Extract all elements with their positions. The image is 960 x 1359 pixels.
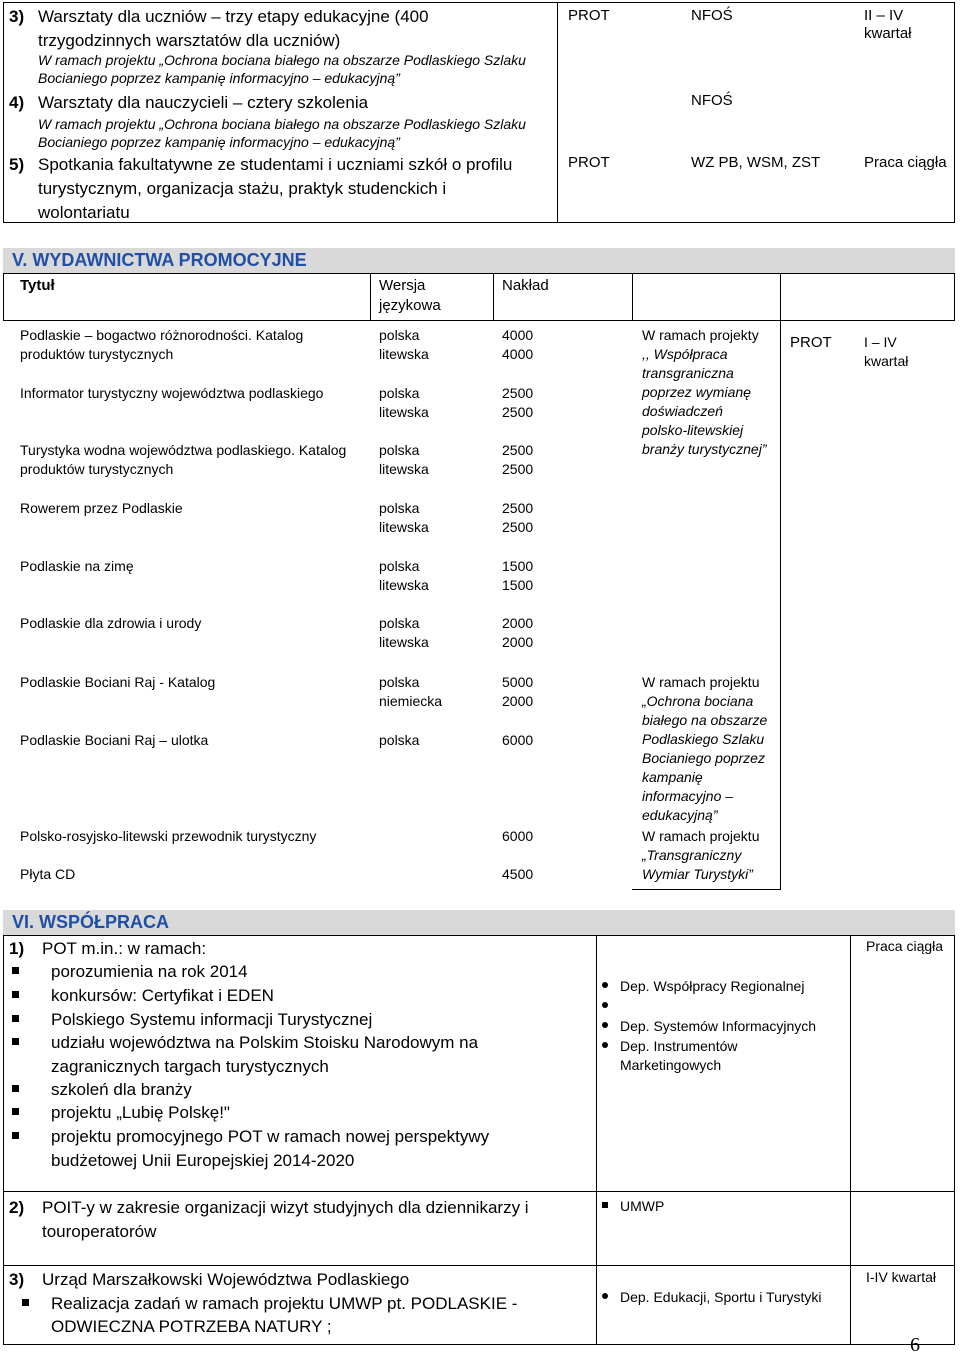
- bullet-icon: [12, 1038, 19, 1045]
- bullet-icon: [22, 1299, 29, 1306]
- item-number: 5): [9, 155, 25, 174]
- project-note: Bocianiego poprzez kampanię informacyjno – edukacyjną”: [38, 70, 400, 86]
- pub-title: Podlaskie – bogactwo różnorodności. Katalog: [20, 327, 304, 343]
- list-item: szkoleń dla branży: [12, 1078, 31, 1102]
- note-line: branży turystycznej”: [642, 441, 767, 457]
- list-item: projektu promocyjnego POT w ramach nowej perspektywy: [12, 1125, 31, 1149]
- bullet-icon: [12, 1108, 19, 1115]
- pub-title: Informator turystyczny województwa podlaskiego: [20, 385, 324, 401]
- pub-title: produktów turystycznych: [20, 346, 174, 362]
- dept-item: [602, 997, 620, 1016]
- org-cell: PROT: [790, 334, 832, 351]
- time-cell: I-IV kwartał: [866, 1269, 937, 1285]
- section-title: VI. WSPÓŁPRACA: [12, 912, 170, 932]
- partner-cell: NFOŚ: [691, 7, 733, 24]
- item-text: Urząd Marszałkowski Województwa Podlaskiego: [42, 1270, 410, 1289]
- note-line: edukacyjną”: [642, 807, 718, 823]
- bullet-icon: [602, 1293, 608, 1299]
- item-number: 3): [9, 1270, 25, 1289]
- pub-count: 2500: [502, 461, 534, 477]
- pub-count: 2000: [502, 693, 534, 709]
- partner-cell: NFOŚ: [691, 92, 733, 109]
- pub-lang: litewska: [379, 519, 429, 535]
- item-text: wolontariatu: [38, 203, 130, 222]
- section-title: V. WYDAWNICTWA PROMOCYJNE: [12, 250, 307, 270]
- item-text: Warsztaty dla uczniów – trzy etapy edukacyjne (400: [38, 7, 429, 26]
- time-cell: Praca ciągła: [866, 938, 944, 954]
- time-cell: Praca ciągła: [864, 154, 947, 171]
- bullet-icon: [12, 967, 19, 974]
- note-line: „Ochrona bociana: [642, 693, 754, 709]
- dept-item: Dep. Współpracy Regionalnej: [602, 977, 620, 996]
- pub-lang: niemiecka: [379, 693, 443, 709]
- bullet-icon: [602, 1002, 608, 1008]
- dept-item: Dep. Instrumentów: [602, 1037, 620, 1056]
- pub-title: Podlaskie dla zdrowia i urody: [20, 615, 202, 631]
- pub-title: Podlaskie na zimę: [20, 558, 134, 574]
- bullet-icon: [602, 1042, 608, 1048]
- item-text: Warsztaty dla nauczycieli – cztery szkolenia: [38, 93, 369, 112]
- pub-lang: polska: [379, 558, 420, 574]
- bullet-icon: [602, 982, 608, 988]
- list-item: porozumienia na rok 2014: [12, 960, 31, 984]
- bullet-icon: [602, 1022, 608, 1028]
- list-item-cont: ODWIECZNA POTRZEBA NATURY ;: [51, 1317, 332, 1336]
- dept-item-cont: Marketingowych: [620, 1057, 722, 1073]
- pub-lang: polska: [379, 500, 420, 516]
- time-cell: II – IV: [864, 7, 904, 24]
- bullet-icon: [12, 991, 19, 998]
- note-line: transgraniczna: [642, 365, 734, 381]
- pub-count: 6000: [502, 828, 534, 844]
- pub-lang: polska: [379, 385, 420, 401]
- item-text: POT m.in.: w ramach:: [42, 939, 207, 958]
- note-line: ,, Współpraca: [642, 346, 728, 362]
- pub-count: 2500: [502, 442, 534, 458]
- dept-item: Dep. Edukacji, Sportu i Turystyki: [602, 1288, 620, 1307]
- list-item: konkursów: Certyfikat i EDEN: [12, 984, 31, 1008]
- item-text: touroperatorów: [42, 1222, 157, 1241]
- pub-lang: polska: [379, 615, 420, 631]
- dept-item: UMWP: [602, 1197, 620, 1216]
- note-line: Wymiar Turystyki”: [642, 866, 753, 882]
- list-item: projektu „Lubię Polskę!": [12, 1101, 31, 1125]
- pub-lang: polska: [379, 327, 420, 343]
- pub-lang: litewska: [379, 461, 429, 477]
- item-text: POIT-y w zakresie organizacji wizyt studyjnych dla dziennikarzy i: [42, 1198, 529, 1217]
- bullet-icon: [602, 1202, 608, 1208]
- note-line: polsko-litewskiej: [642, 422, 744, 438]
- pub-count: 2500: [502, 500, 534, 516]
- note-line: kampanię: [642, 769, 703, 785]
- pub-lang: litewska: [379, 346, 429, 362]
- pub-lang: litewska: [379, 577, 429, 593]
- pub-count: 2000: [502, 634, 534, 650]
- note-line: W ramach projektu: [642, 828, 760, 844]
- project-note: Bocianiego poprzez kampanię informacyjno – edukacyjną”: [38, 134, 400, 150]
- note-line: Podlaskiego Szlaku: [642, 731, 765, 747]
- project-note: W ramach projektu „Ochrona bociana białego na obszarze Podlaskiego Szlaku: [38, 116, 526, 132]
- note-line: poprzez wymianę: [642, 384, 751, 400]
- item-text: trzygodzinnych warsztatów dla uczniów): [38, 31, 341, 50]
- col-header-title: Tytuł: [20, 277, 55, 294]
- dept-item: Dep. Systemów Informacyjnych: [602, 1017, 620, 1036]
- note-line: W ramach projektu: [642, 674, 760, 690]
- partner-cell: WZ PB, WSM, ZST: [691, 154, 821, 171]
- pub-lang: polska: [379, 442, 420, 458]
- pub-count: 1500: [502, 577, 534, 593]
- org-cell: PROT: [568, 7, 610, 24]
- pub-count: 2500: [502, 385, 534, 401]
- pub-lang: polska: [379, 732, 420, 748]
- pub-count: 2000: [502, 615, 534, 631]
- item-number: 3): [9, 7, 25, 26]
- note-line: „Transgraniczny: [642, 847, 742, 863]
- list-item: udziału województwa na Polskim Stoisku Narodowym na: [12, 1031, 31, 1055]
- bullet-icon: [12, 1015, 19, 1022]
- note-line: doświadczeń: [642, 403, 723, 419]
- project-note: W ramach projektu „Ochrona bociana białego na obszarze Podlaskiego Szlaku: [38, 52, 526, 68]
- col-header-count: Nakład: [502, 277, 549, 294]
- note-line: informacyjno –: [642, 788, 734, 804]
- pub-count: 1500: [502, 558, 534, 574]
- section-header: [3, 248, 955, 273]
- pub-title: Rowerem przez Podlaskie: [20, 500, 183, 516]
- note-line: W ramach projekty: [642, 327, 759, 343]
- time-cell: I – IV: [864, 334, 897, 350]
- pub-title: Podlaskie Bociani Raj – ulotka: [20, 732, 209, 748]
- col-header-lang: Wersja: [379, 277, 426, 294]
- col-header-lang: językowa: [379, 297, 441, 314]
- org-cell: PROT: [568, 154, 610, 171]
- pub-title: produktów turystycznych: [20, 461, 174, 477]
- pub-count: 2500: [502, 519, 534, 535]
- list-item-cont: zagranicznych targach turystycznych: [51, 1057, 329, 1076]
- pub-title: Turystyka wodna województwa podlaskiego. Katalog: [20, 442, 347, 458]
- pub-title: Podlaskie Bociani Raj - Katalog: [20, 674, 216, 690]
- pub-lang: polska: [379, 674, 420, 690]
- pub-lang: litewska: [379, 634, 429, 650]
- pub-title: Płyta CD: [20, 866, 76, 882]
- item-number: 4): [9, 93, 25, 112]
- pub-title: Polsko-rosyjsko-litewski przewodnik turystyczny: [20, 828, 317, 844]
- list-item-cont: budżetowej Unii Europejskiej 2014-2020: [51, 1151, 355, 1170]
- list-item: Realizacja zadań w ramach projektu UMWP pt. PODLASKIE -: [22, 1292, 41, 1316]
- pub-count: 6000: [502, 732, 534, 748]
- time-cell: kwartał: [864, 25, 912, 42]
- pub-count: 2500: [502, 404, 534, 420]
- time-cell: kwartał: [864, 353, 909, 369]
- note-line: Bocianiego poprzez: [642, 750, 765, 766]
- item-number: 2): [9, 1198, 25, 1217]
- bullet-icon: [12, 1132, 19, 1139]
- list-item: Polskiego Systemu informacji Turystycznej: [12, 1008, 31, 1032]
- pub-lang: litewska: [379, 404, 429, 420]
- pub-count: 4000: [502, 327, 534, 343]
- note-line: białego na obszarze: [642, 712, 768, 728]
- pub-count: 5000: [502, 674, 534, 690]
- section-header: [3, 910, 955, 935]
- page-number: 6: [910, 1334, 920, 1356]
- item-number: 1): [9, 939, 25, 958]
- pub-count: 4500: [502, 866, 534, 882]
- pub-count: 4000: [502, 346, 534, 362]
- bullet-icon: [12, 1085, 19, 1092]
- item-text: Spotkania fakultatywne ze studentami i uczniami szkół o profilu: [38, 155, 513, 174]
- item-text: turystycznym, organizacja stażu, praktyk studenckich i: [38, 179, 447, 198]
